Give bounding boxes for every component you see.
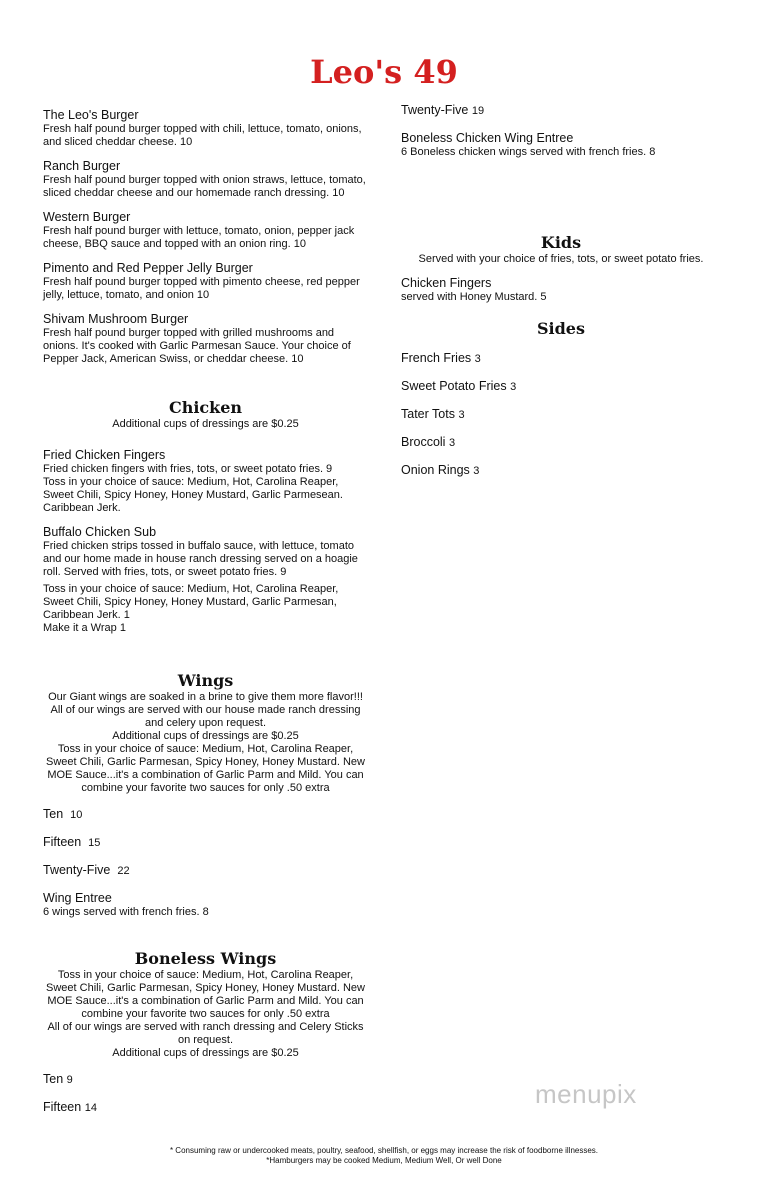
kids-item xyxy=(401,276,721,304)
section-note: Additional cups of dressings are $0.25 xyxy=(112,730,299,742)
left-column xyxy=(43,108,368,1116)
footer-line: *Hamburgers may be cooked Medium, Medium Well, Or well Done xyxy=(266,1156,502,1165)
burger-item xyxy=(43,108,368,149)
item-sauce-options: Toss in your choice of sauce: Medium, Hot, Carolina Reaper, Sweet Chili, Spicy Honey, Honey Mustard, Garlic Parmesan, Caribbean Jerk. 1 xyxy=(43,583,339,621)
item-name: Shivam Mushroom Burger xyxy=(43,312,189,326)
item-name: Tater Tots xyxy=(401,407,455,421)
footer-line: * Consuming raw or undercooked meats, poultry, seafood, shellfish, or eggs may increase the risk of foodborne illnesses. xyxy=(169,1146,599,1155)
side-item xyxy=(401,407,721,423)
chicken-section xyxy=(43,398,368,635)
side-item xyxy=(401,463,721,479)
item-price: 3 xyxy=(448,437,456,449)
boneless-item xyxy=(401,131,721,159)
item-description: Fresh half pound burger topped with grilled mushrooms and onions. It's cooked with Garlic Parmesan Sauce. Your choice of Pepper Jack, American Swiss, or cheddar cheese. 10 xyxy=(43,327,351,365)
item-description: Fresh half pound burger with lettuce, tomato, onion, pepper jack cheese, BBQ sauce and topped with an onion ring. 10 xyxy=(43,225,355,250)
item-name: Fried Chicken Fingers xyxy=(43,448,166,462)
item-sauce-options: Toss in your choice of sauce: Medium, Hot, Carolina Reaper, Sweet Chili, Spicy Honey, Honey Mustard, Garlic Parmesean. Caribbean Jerk. xyxy=(43,476,343,514)
boneless-item xyxy=(43,1072,368,1088)
section-note: Toss in your choice of sauce: Medium, Hot, Carolina Reaper, Sweet Chili, Garlic Parmesan, Spicy Honey, Honey Mustard. New MOE Sauce...it's a combination of Garlic Parm and Mild. You can combine your favorite two sauces for only .50 extra xyxy=(46,969,365,1020)
item-price: 14 xyxy=(84,1102,97,1114)
item-price: 3 xyxy=(458,409,465,421)
section-note: Additional cups of dressings are $0.25 xyxy=(112,418,299,430)
item-price: 3 xyxy=(510,381,517,393)
section-note: Our Giant wings are soaked in a brine to give them more flavor!!! xyxy=(48,691,363,703)
item-name: Fifteen xyxy=(43,1100,82,1114)
item-name: Buffalo Chicken Sub xyxy=(43,525,157,539)
item-name: Onion Rings xyxy=(401,463,470,477)
item-name: Twenty-Five xyxy=(43,863,111,877)
item-price: 15 xyxy=(88,837,101,849)
item-name: Boneless Chicken Wing Entree xyxy=(401,131,574,145)
item-description: Fried chicken fingers with fries, tots, or sweet potato fries. 9 xyxy=(43,463,333,475)
chicken-item xyxy=(43,448,368,515)
item-price: 3 xyxy=(474,353,481,365)
item-name: Ten xyxy=(43,807,64,821)
section-note: Served with your choice of fries, tots, or sweet potato fries. xyxy=(418,253,704,265)
item-price: 10 xyxy=(70,809,83,821)
item-name: The Leo's Burger xyxy=(43,108,139,122)
section-note: Toss in your choice of sauce: Medium, Hot, Carolina Reaper, Sweet Chili, Garlic Parmesan, Spicy Honey, Honey Mustard. New MOE Sauce...it's a combination of Garlic Parm and Mild. You can combine your favorite two sauces for only .50 extra xyxy=(46,743,365,794)
wing-item xyxy=(43,807,368,823)
side-item xyxy=(401,435,721,451)
item-name: Ten xyxy=(43,1072,64,1086)
boneless-item xyxy=(43,1100,368,1116)
item-price: 22 xyxy=(117,865,130,877)
item-description: Fried chicken strips tossed in buffalo sauce, with lettuce, tomato and our home made in house ranch dressing served on a hoagie roll. Served with fries, tots, or sweet potato fries. 9 xyxy=(43,540,358,578)
item-description: Fresh half pound burger topped with pimento cheese, red pepper jelly, lettuce, tomato, and onion 10 xyxy=(43,276,360,301)
item-name: Wing Entree xyxy=(43,891,112,905)
wing-item xyxy=(43,891,368,919)
section-note: Additional cups of dressings are $0.25 xyxy=(112,1047,299,1059)
item-name: Fifteen xyxy=(43,835,82,849)
item-price: 9 xyxy=(66,1074,73,1086)
right-column xyxy=(401,103,721,479)
item-addon: Make it a Wrap 1 xyxy=(43,622,126,634)
section-heading: Sides xyxy=(536,319,585,338)
burger-item xyxy=(43,210,368,251)
kids-section xyxy=(401,233,721,304)
wing-item xyxy=(43,835,368,851)
boneless-wings-section xyxy=(43,949,368,1116)
section-heading: Chicken xyxy=(168,398,243,417)
burger-item xyxy=(43,261,368,302)
item-description: served with Honey Mustard. 5 xyxy=(401,291,547,303)
wing-item xyxy=(43,863,368,879)
burger-item xyxy=(43,159,368,200)
wings-section xyxy=(43,671,368,919)
boneless-item xyxy=(401,103,721,119)
item-name: Pimento and Red Pepper Jelly Burger xyxy=(43,261,253,275)
section-heading: Kids xyxy=(540,233,582,252)
section-heading: Boneless Wings xyxy=(134,949,277,968)
item-name: Sweet Potato Fries xyxy=(401,379,507,393)
item-name: Twenty-Five xyxy=(401,103,469,117)
item-name: Chicken Fingers xyxy=(401,276,492,290)
sides-section xyxy=(401,319,721,479)
side-item xyxy=(401,379,721,395)
item-name: Ranch Burger xyxy=(43,159,121,173)
item-price: 3 xyxy=(473,465,480,477)
item-name: Broccoli xyxy=(401,435,446,449)
menupix-watermark: menupix xyxy=(535,1079,637,1109)
item-name: Western Burger xyxy=(43,210,131,224)
item-description: 6 wings served with french fries. 8 xyxy=(43,906,209,918)
item-description: Fresh half pound burger topped with onion straws, lettuce, tomato, sliced cheddar cheese and our homemade ranch dressing. 10 xyxy=(43,174,366,199)
section-note: All of our wings are served with our house made ranch dressing and celery upon request. xyxy=(50,704,361,729)
item-description: Fresh half pound burger topped with chili, lettuce, tomato, onions, and sliced cheddar cheese. 10 xyxy=(43,123,362,148)
menu-title: Leo's 49 xyxy=(310,53,458,91)
burger-item xyxy=(43,312,368,366)
item-name: French Fries xyxy=(401,351,472,365)
section-note: All of our wings are served with ranch dressing and Celery Sticks on request. xyxy=(47,1021,364,1046)
chicken-item xyxy=(43,525,368,635)
side-item xyxy=(401,351,721,367)
item-description: 6 Boneless chicken wings served with french fries. 8 xyxy=(401,146,656,158)
footer-disclaimer xyxy=(0,1146,768,1166)
section-heading: Wings xyxy=(177,671,234,690)
item-price: 19 xyxy=(471,105,485,117)
